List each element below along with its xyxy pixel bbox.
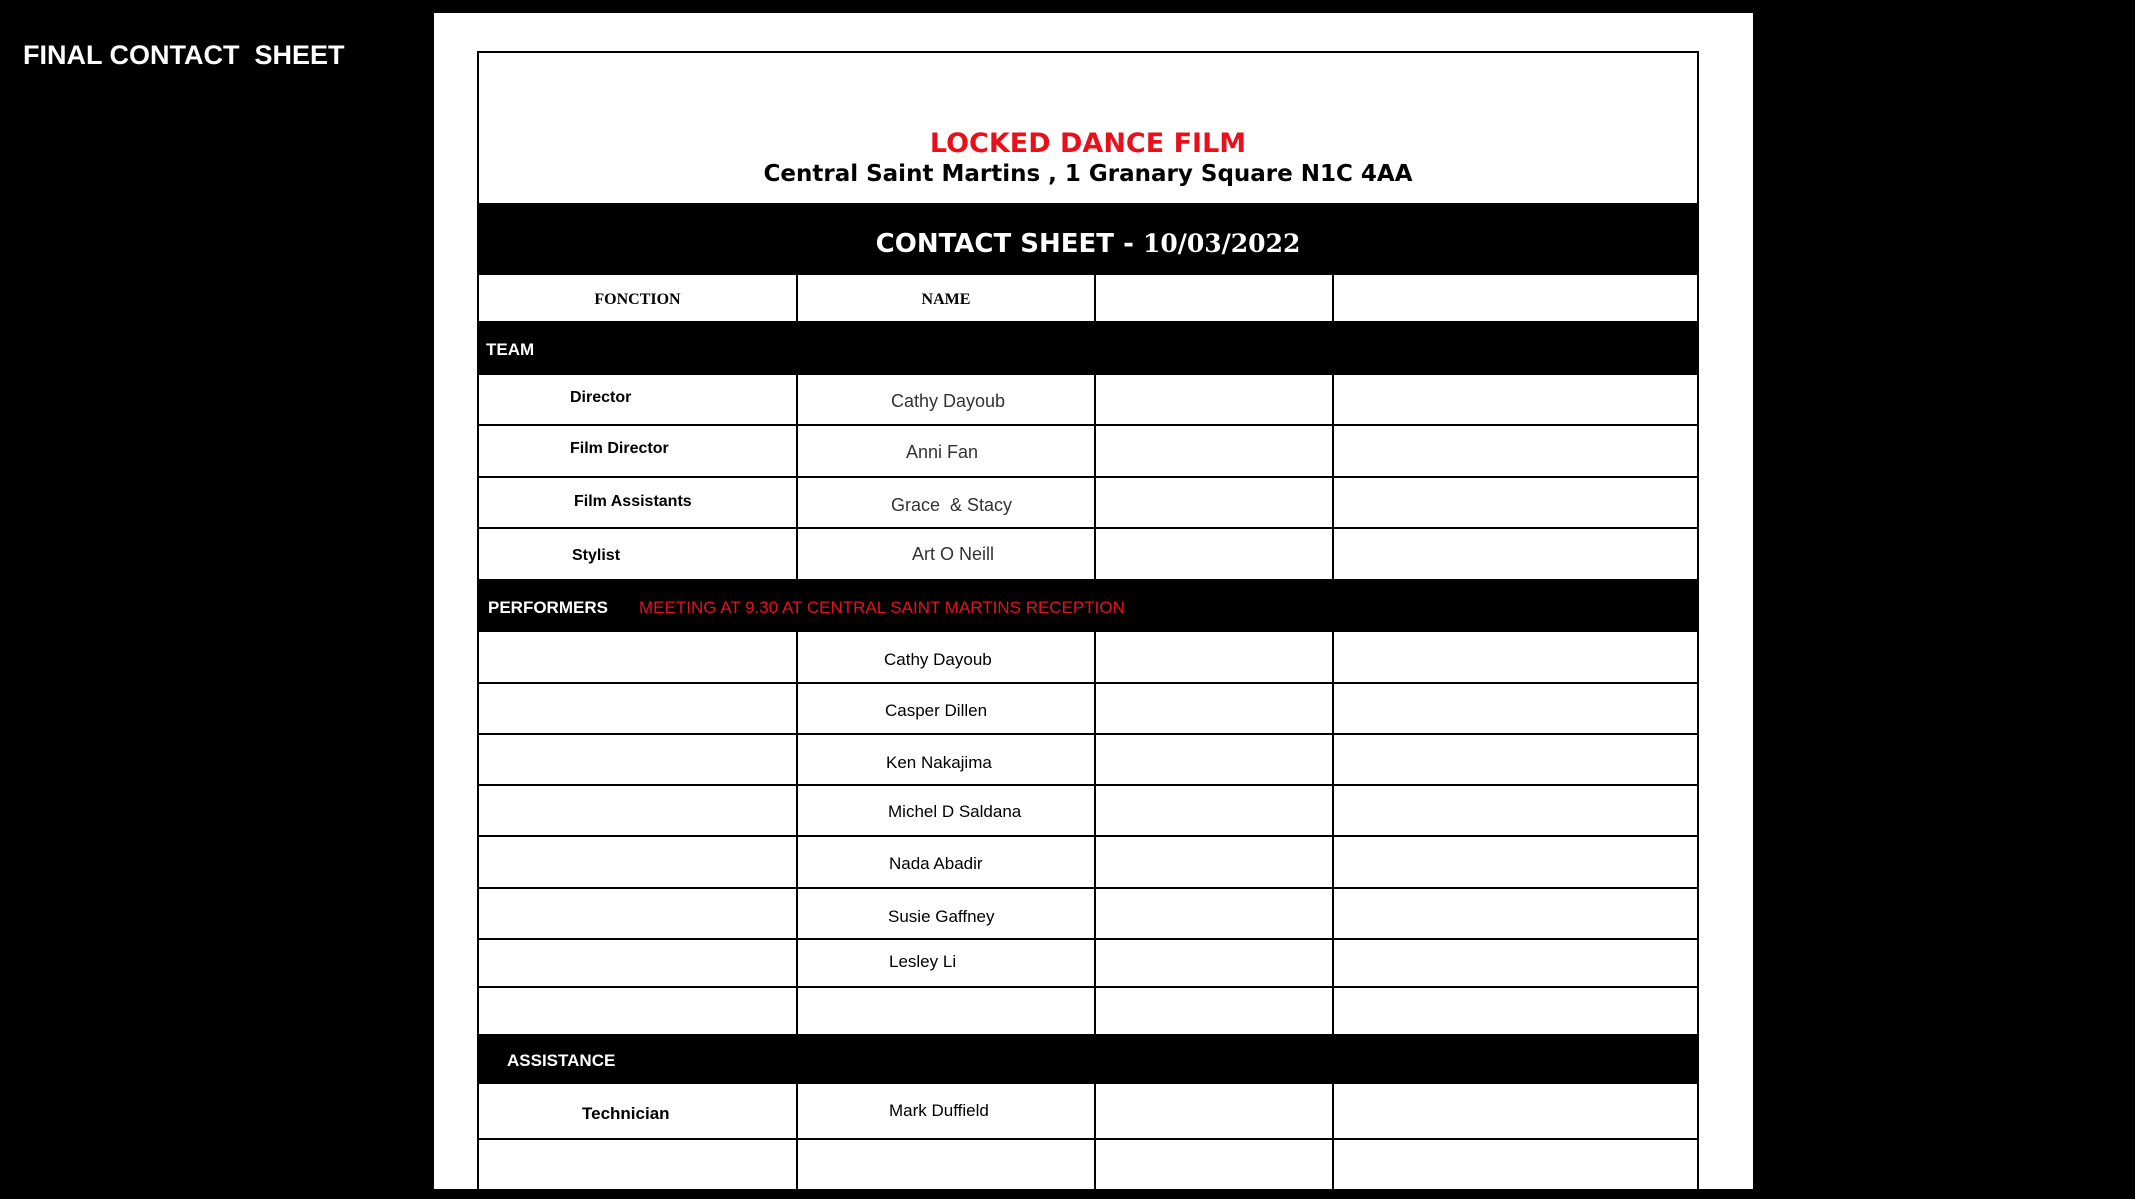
slide-title: FINAL CONTACT SHEET (23, 40, 345, 70)
name-cell: Grace & Stacy (891, 495, 1013, 515)
fonction-cell: Technician (582, 1104, 670, 1123)
fonction-cell: Film Director (570, 440, 669, 457)
contact-sheet-page (434, 13, 1753, 1189)
column-header-fonction: FONCTION (594, 291, 681, 308)
contact-sheet-label: CONTACT SHEET - (875, 229, 1143, 259)
location-address: Central Saint Martins , 1 Granary Square N1C 4AA (763, 161, 1413, 187)
name-cell: Nada Abadir (889, 854, 983, 873)
table-row (479, 837, 1697, 889)
contact-sheet-table (477, 51, 1699, 1189)
name-cell: Michel D Saldana (888, 802, 1022, 821)
fonction-cell: Director (570, 389, 632, 406)
name-cell: Cathy Dayoub (891, 391, 1006, 411)
column-header-name: NAME (921, 291, 971, 308)
name-cell: Susie Gaffney (888, 907, 995, 926)
table-row (479, 478, 1697, 529)
table-row (479, 426, 1697, 478)
table-row (479, 375, 1697, 426)
table-row (479, 735, 1697, 786)
name-cell: Art O Neill (912, 544, 995, 564)
name-cell: Cathy Dayoub (884, 650, 992, 669)
table-row (479, 988, 1697, 1036)
team-section-label: TEAM (486, 340, 535, 359)
performers-section-band (477, 581, 1699, 632)
table-row (479, 940, 1697, 988)
table-row (479, 1084, 1697, 1140)
name-cell: Casper Dillen (885, 701, 988, 720)
film-title: LOCKED DANCE FILM (929, 128, 1247, 159)
name-cell: Ken Nakajima (886, 753, 992, 772)
assistance-section-band (477, 1036, 1699, 1084)
name-cell: Mark Duffield (889, 1101, 989, 1120)
fonction-cell: Film Assistants (574, 493, 692, 510)
table-row (479, 786, 1697, 837)
team-section-band (477, 323, 1699, 375)
fonction-cell: Stylist (572, 547, 621, 564)
contact-sheet-date: 10/03/2022 (1142, 229, 1301, 258)
table-row (479, 529, 1697, 581)
meeting-note: MEETING AT 9.30 AT CENTRAL SAINT MARTINS RECEPTION (639, 598, 1125, 617)
table-row (479, 684, 1697, 735)
performers-section-label: PERFORMERS (488, 598, 608, 617)
contact-sheet-banner (477, 203, 1699, 275)
sheet-header (479, 53, 1697, 203)
name-cell: Lesley Li (889, 952, 957, 971)
column-header-row (479, 275, 1697, 323)
table-row (479, 889, 1697, 940)
assistance-section-label: ASSISTANCE (507, 1051, 616, 1070)
table-row (479, 1140, 1697, 1189)
table-row (479, 632, 1697, 684)
name-cell: Anni Fan (906, 442, 979, 462)
